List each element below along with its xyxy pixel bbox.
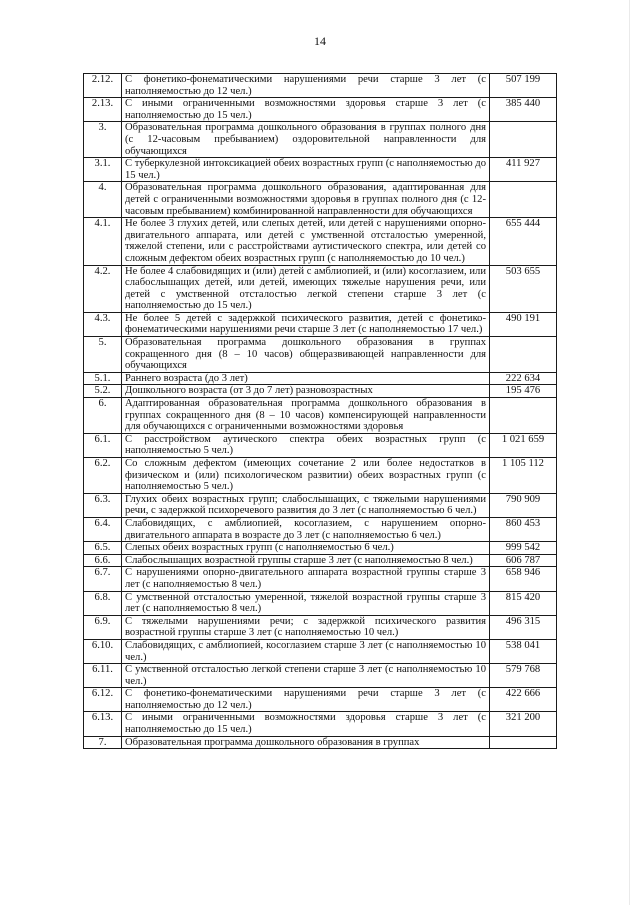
- row-value: 860 453: [490, 517, 557, 541]
- row-value: 606 787: [490, 554, 557, 567]
- row-description: С расстройством аутического спектра обеих возрастных групп (с наполняемостью 5 чел.): [122, 433, 490, 457]
- row-value: 222 634: [490, 372, 557, 385]
- row-description: Образовательная программа дошкольного образования в группах: [122, 736, 490, 749]
- table-row: [84, 554, 557, 567]
- row-value: 195 476: [490, 385, 557, 398]
- row-description: С тяжелыми нарушениями речи; с задержкой психического развития возрастной группы старше 3 лет (с наполняемостью 10 чел.): [122, 615, 490, 639]
- row-value: [490, 398, 557, 434]
- row-description: С иными ограниченными возможностями здоровья старше 3 лет (с наполняемостью до 15 чел.): [122, 712, 490, 736]
- row-number: 4.3.: [84, 312, 122, 336]
- table-row: [84, 122, 557, 158]
- row-description: Слабовидящих, с амблиопией, косоглазием старше 3 лет (с наполняемостью 10 чел.): [122, 639, 490, 663]
- row-number: 6.13.: [84, 712, 122, 736]
- tariff-table: [83, 73, 557, 749]
- table-row: [84, 337, 557, 373]
- row-number: 6.6.: [84, 554, 122, 567]
- row-number: 3.: [84, 122, 122, 158]
- row-description: Слабовидящих, с амблиопией, косоглазием, с нарушением опорно-двигательного аппарата в возрасте до 3 лет (с наполняемостью 6 чел.): [122, 517, 490, 541]
- row-number: 5.: [84, 337, 122, 373]
- row-number: 6.: [84, 398, 122, 434]
- row-description: Слепых обеих возрастных групп (с наполняемостью 6 чел.): [122, 542, 490, 555]
- row-value: 658 946: [490, 567, 557, 591]
- row-value: 538 041: [490, 639, 557, 663]
- row-number: 4.1.: [84, 218, 122, 265]
- table-row: [84, 567, 557, 591]
- row-number: 2.13.: [84, 98, 122, 122]
- row-number: 2.12.: [84, 74, 122, 98]
- table-row: [84, 736, 557, 749]
- row-value: [490, 337, 557, 373]
- page-number: 14: [314, 34, 326, 48]
- row-value: 1 105 112: [490, 458, 557, 494]
- row-description: Образовательная программа дошкольного образования в группах полного дня (с 12-часовым пребыванием) оздоровительной направленности для обучающихся: [122, 122, 490, 158]
- table-row: [84, 688, 557, 712]
- row-value: 503 655: [490, 265, 557, 312]
- row-value: 321 200: [490, 712, 557, 736]
- row-number: 6.12.: [84, 688, 122, 712]
- table-row: [84, 664, 557, 688]
- row-description: Адаптированная образовательная программа дошкольного образования в группах сокращенного дня (8 – 10 часов) компенсирующей направленности для обучающихся с ограниченными возможностями здоровья: [122, 398, 490, 434]
- row-value: 385 440: [490, 98, 557, 122]
- row-value: 496 315: [490, 615, 557, 639]
- table-row: [84, 615, 557, 639]
- row-value: 411 927: [490, 158, 557, 182]
- table-row: [84, 493, 557, 517]
- row-description: С туберкулезной интоксикацией обеих возрастных групп (с наполняемостью до 15 чел.): [122, 158, 490, 182]
- page-edge: [629, 0, 630, 905]
- row-description: С фонетико-фонематическими нарушениями речи старше 3 лет (с наполняемостью до 12 чел.): [122, 688, 490, 712]
- row-value: 507 199: [490, 74, 557, 98]
- table-row: [84, 218, 557, 265]
- row-number: 6.2.: [84, 458, 122, 494]
- row-description: Раннего возраста (до 3 лет): [122, 372, 490, 385]
- row-description: С иными ограниченными возможностями здоровья старше 3 лет (с наполняемостью до 15 чел.): [122, 98, 490, 122]
- row-value: 422 666: [490, 688, 557, 712]
- row-number: 6.11.: [84, 664, 122, 688]
- row-number: 6.9.: [84, 615, 122, 639]
- table-row: [84, 265, 557, 312]
- row-value: 579 768: [490, 664, 557, 688]
- row-value: 790 909: [490, 493, 557, 517]
- table-row: [84, 712, 557, 736]
- row-value: 999 542: [490, 542, 557, 555]
- row-description: Не более 3 глухих детей, или слепых детей, или детей с нарушениями опорно-двигательного аппарата, или детей с умственной отсталостью умеренной, тяжелой степени, или с расстройствами аутистического спектра, или детей со сложным дефектом обеих возрастных групп (с наполняемостью до 10 чел.): [122, 218, 490, 265]
- row-description: Со сложным дефектом (имеющих сочетание 2 или более недостатков в физическом и (или) психологическом развитии) обеих возрастных групп (с наполняемостью 5 чел.): [122, 458, 490, 494]
- row-description: Слабослышащих возрастной группы старше 3 лет (с наполняемостью 8 чел.): [122, 554, 490, 567]
- row-description: Образовательная программа дошкольного образования, адаптированная для детей с ограниченными возможностями здоровья в группах полного дня (с 12-часовым пребыванием) комбинированной направленности для обучающихся: [122, 182, 490, 218]
- row-description: С умственной отсталостью легкой степени старше 3 лет (с наполняемостью 10 чел.): [122, 664, 490, 688]
- row-description: С умственной отсталостью умеренной, тяжелой возрастной группы старше 3 лет (с наполняемостью 8 чел.): [122, 591, 490, 615]
- table-row: [84, 74, 557, 98]
- row-description: С нарушениями опорно-двигательного аппарата возрастной группы старше 3 лет (с наполняемостью 8 чел.): [122, 567, 490, 591]
- table-body: [84, 74, 557, 749]
- row-value: 815 420: [490, 591, 557, 615]
- row-value: [490, 122, 557, 158]
- row-number: 4.2.: [84, 265, 122, 312]
- row-number: 6.7.: [84, 567, 122, 591]
- table-row: [84, 591, 557, 615]
- row-description: Глухих обеих возрастных групп; слабослышащих, с тяжелыми нарушениями речи, с задержкой психоречевого развития до 3 лет (с наполняемостью 6 чел.): [122, 493, 490, 517]
- table-row: [84, 517, 557, 541]
- row-value: [490, 182, 557, 218]
- row-description: Образовательная программа дошкольного образования в группах сокращенного дня (8 – 10 часов) общеразвивающей направленности для обучающихся: [122, 337, 490, 373]
- row-number: 6.10.: [84, 639, 122, 663]
- row-value: 1 021 659: [490, 433, 557, 457]
- row-number: 4.: [84, 182, 122, 218]
- table-row: [84, 542, 557, 555]
- row-description: Дошкольного возраста (от 3 до 7 лет) разновозрастных: [122, 385, 490, 398]
- table-row: [84, 433, 557, 457]
- row-number: 6.8.: [84, 591, 122, 615]
- table-row: [84, 182, 557, 218]
- table-row: [84, 385, 557, 398]
- row-number: 6.4.: [84, 517, 122, 541]
- row-value: 655 444: [490, 218, 557, 265]
- row-number: 6.3.: [84, 493, 122, 517]
- row-number: 7.: [84, 736, 122, 749]
- row-value: [490, 736, 557, 749]
- table-row: [84, 158, 557, 182]
- row-value: 490 191: [490, 312, 557, 336]
- row-number: 3.1.: [84, 158, 122, 182]
- table-row: [84, 372, 557, 385]
- row-description: Не более 5 детей с задержкой психического развития, детей с фонетико-фонематическими нарушениями речи старше 3 лет (с наполняемостью 17 чел.): [122, 312, 490, 336]
- row-description: С фонетико-фонематическими нарушениями речи старше 3 лет (с наполняемостью до 12 чел.): [122, 74, 490, 98]
- row-number: 6.5.: [84, 542, 122, 555]
- table-row: [84, 98, 557, 122]
- table-row: [84, 639, 557, 663]
- row-number: 6.1.: [84, 433, 122, 457]
- table-row: [84, 312, 557, 336]
- table-row: [84, 458, 557, 494]
- row-number: 5.1.: [84, 372, 122, 385]
- row-number: 5.2.: [84, 385, 122, 398]
- row-description: Не более 4 слабовидящих и (или) детей с амблиопией, и (или) косоглазием, или слабослышащих детей, или детей, имеющих тяжелые нарушения речи, или детей с умственной отсталостью легкой степени старше 3 лет (с наполняемостью до 15 чел.): [122, 265, 490, 312]
- table-row: [84, 398, 557, 434]
